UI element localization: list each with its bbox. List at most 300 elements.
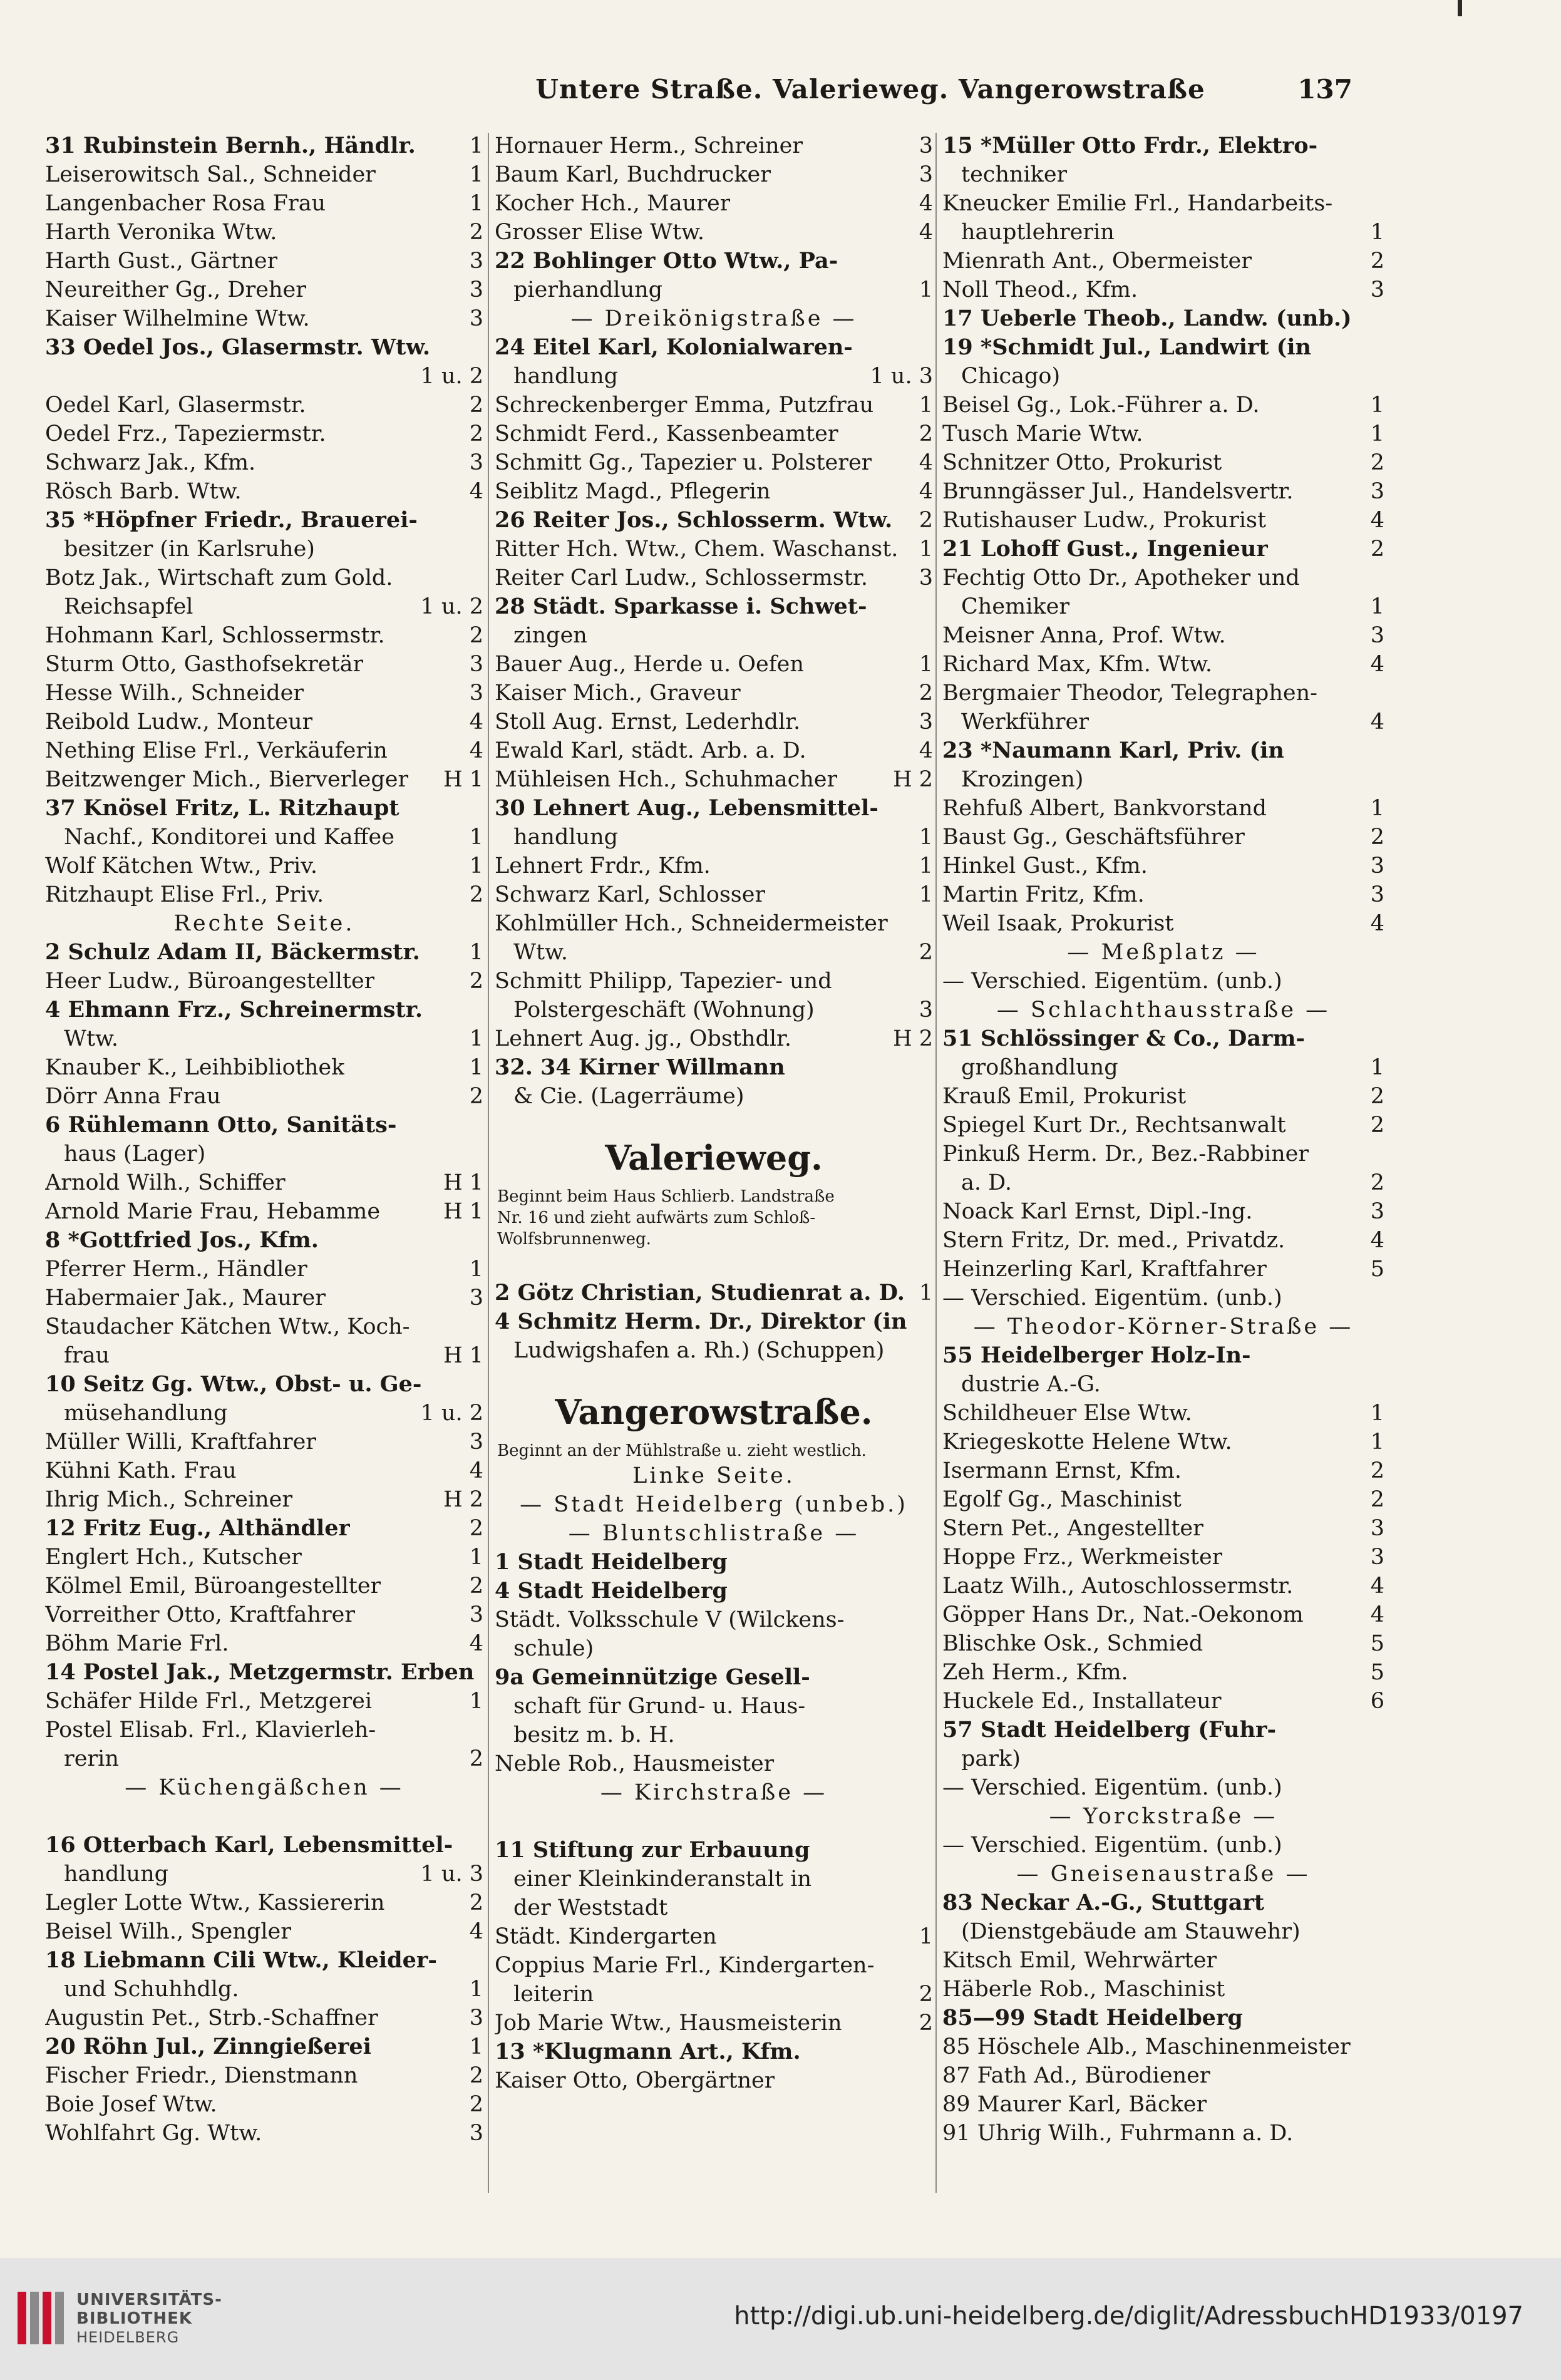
- entry-text: Heer Ludw., Büroangestellter: [45, 969, 375, 994]
- entry-floor: 4: [469, 1631, 483, 1656]
- entry-text: Hornauer Herm., Schreiner: [495, 133, 803, 158]
- directory-entry: [942, 909, 1384, 938]
- entry-text: 51 Schlössinger & Co., Darm-: [942, 1026, 1306, 1051]
- entry-floor: 2: [1370, 1084, 1384, 1109]
- directory-column-2: [495, 131, 933, 2192]
- directory-entry: [45, 2032, 483, 2061]
- entry-text: haus (Lager): [64, 1141, 206, 1167]
- entry-floor: 1 u. 3: [420, 1862, 483, 1887]
- directory-entry: [942, 477, 1384, 506]
- section-heading: — Schlachthausstraße —: [996, 997, 1331, 1023]
- directory-entry: [45, 1485, 483, 1514]
- entry-text: Neureither Gg., Dreher: [45, 277, 306, 302]
- directory-entry: [942, 1255, 1384, 1284]
- directory-entry: [495, 1663, 933, 1692]
- entry-text: 18 Liebmann Cili Wtw., Kleider-: [45, 1947, 437, 1973]
- directory-entry: [45, 967, 483, 996]
- directory-entry: [45, 333, 483, 362]
- entry-text: Zeh Herm., Kfm.: [942, 1660, 1128, 1685]
- entry-text: Rösch Barb. Wtw.: [45, 479, 242, 504]
- directory-entry: [45, 1687, 483, 1716]
- entry-text: Harth Gust., Gärtner: [45, 249, 278, 274]
- entry-text: 13 *Klugmann Art., Kfm.: [495, 2039, 801, 2064]
- entry-continuation: [942, 1917, 1384, 1946]
- directory-entry: [942, 2032, 1384, 2061]
- entry-continuation: [45, 1140, 483, 1168]
- entry-text: 85—99 Stadt Heidelberg: [942, 2005, 1243, 2031]
- directory-entry: [495, 880, 933, 909]
- directory-entry: [45, 794, 483, 823]
- entry-text: Städt. Kindergarten: [495, 1924, 717, 1949]
- entry-floor: 1: [1370, 1055, 1384, 1080]
- entry-text: 12 Fritz Eug., Althändler: [45, 1515, 350, 1541]
- entry-text: Schmidt Ferd., Kassenbeamter: [495, 421, 838, 446]
- entry-text: 14 Postel Jak., Metzgermstr. Erben: [45, 1659, 475, 1685]
- entry-floor: 5: [1370, 1257, 1384, 1282]
- entry-text: schule): [513, 1636, 594, 1661]
- directory-entry: [942, 1111, 1384, 1140]
- entry-text: Botz Jak., Wirtschaft zum Gold.: [45, 565, 393, 590]
- scan-edge-mark: [1458, 0, 1462, 16]
- entry-floor: 4: [1370, 1602, 1384, 1627]
- entry-text: Hinkel Gust., Kfm.: [942, 853, 1148, 878]
- entry-text: Meisner Anna, Prof. Wtw.: [942, 623, 1226, 648]
- directory-entry: [495, 1307, 933, 1336]
- entry-floor: 1: [919, 1280, 933, 1306]
- entry-floor: 1: [919, 882, 933, 907]
- entry-floor: 1 u. 2: [420, 364, 483, 389]
- entry-text: der Weststadt: [513, 1895, 668, 1920]
- entry-text: 11 Stiftung zur Erbauung: [495, 1837, 810, 1863]
- directory-entry: [45, 765, 483, 794]
- entry-text: Job Marie Wtw., Hausmeisterin: [495, 2011, 842, 2036]
- directory-entry: [45, 448, 483, 477]
- entry-text: Stern Pet., Angestellter: [942, 1516, 1203, 1541]
- entry-text: — Verschied. Eigentüm. (unb.): [942, 969, 1282, 994]
- directory-entry: [942, 1399, 1384, 1428]
- entry-text: Rehfuß Albert, Bankvorstand: [942, 796, 1267, 821]
- entry-text: schaft für Grund- u. Haus-: [513, 1694, 806, 1719]
- entry-text: 19 *Schmidt Jul., Landwirt (in: [942, 334, 1311, 360]
- entry-text: Knauber K., Leihbibliothek: [45, 1055, 345, 1080]
- entry-text: 28 Städt. Sparkasse i. Schwet-: [495, 594, 867, 619]
- directory-entry: [942, 2119, 1384, 2148]
- entry-floor: 2: [1370, 1487, 1384, 1512]
- directory-entry: [45, 304, 483, 333]
- entry-text: Pinkuß Herm. Dr., Bez.-Rabbiner: [942, 1141, 1309, 1167]
- entry-text: Ludwigshafen a. Rh.) (Schuppen): [513, 1338, 885, 1363]
- entry-text: 24 Eitel Karl, Kolonialwaren-: [495, 334, 853, 360]
- directory-entry: [942, 391, 1384, 420]
- directory-entry: [942, 1226, 1384, 1255]
- entry-continuation: [495, 996, 933, 1024]
- university-library-logo-icon: [14, 2287, 68, 2349]
- directory-entry: [45, 189, 483, 218]
- entry-text: Postel Elisab. Frl., Klavierleh-: [45, 1718, 376, 1743]
- directory-entry: [495, 477, 933, 506]
- entry-text: Schäfer Hilde Frl., Metzgerei: [45, 1689, 373, 1714]
- entry-floor: 2: [469, 2092, 483, 2117]
- entry-text: Beitzwenger Mich., Bierverleger: [45, 767, 409, 792]
- entry-floor: 2: [469, 421, 483, 446]
- directory-entry: [45, 621, 483, 650]
- entry-floor: 1: [469, 162, 483, 187]
- entry-text: zingen: [513, 623, 587, 648]
- directory-entry: [45, 938, 483, 967]
- entry-text: Schnitzer Otto, Prokurist: [942, 450, 1222, 475]
- section-heading: — Kirchstraße —: [600, 1780, 828, 1805]
- entry-text: 55 Heidelberger Holz-In-: [942, 1342, 1251, 1368]
- directory-entry: [45, 1514, 483, 1543]
- section-heading: — Stadt Heidelberg (unbeb.): [520, 1492, 908, 1517]
- entry-text: Lehnert Aug. jg., Obsthdlr.: [495, 1026, 792, 1051]
- directory-entry: [45, 996, 483, 1024]
- entry-text: 87 Fath Ad., Bürodiener: [942, 2063, 1210, 2088]
- entry-floor: 2: [1370, 450, 1384, 475]
- entry-text: rerin: [64, 1746, 119, 1771]
- directory-entry: [495, 247, 933, 276]
- entry-text: Grosser Elise Wtw.: [495, 220, 704, 245]
- directory-entry: [942, 1485, 1384, 1514]
- directory-entry: [942, 1716, 1384, 1744]
- directory-entry: [45, 477, 483, 506]
- directory-entry: [495, 1749, 933, 1778]
- entry-continuation: [45, 1975, 483, 2004]
- entry-floor: 4: [1370, 911, 1384, 936]
- entry-continuation: [495, 1336, 933, 1365]
- directory-entry: [495, 1605, 933, 1634]
- entry-text: dustrie A.-G.: [961, 1372, 1101, 1397]
- entry-text: großhandlung: [961, 1055, 1118, 1080]
- directory-entry: [45, 708, 483, 736]
- directory-entry: [942, 650, 1384, 679]
- directory-entry: [495, 535, 933, 564]
- section-heading: — Dreikönigstraße —: [570, 306, 857, 331]
- entry-text: Huckele Ed., Installateur: [942, 1689, 1222, 1714]
- entry-text: Chicago): [961, 364, 1061, 389]
- entry-floor: 2: [469, 1516, 483, 1541]
- directory-entry: [495, 708, 933, 736]
- entry-text: Häberle Rob., Maschinist: [942, 1977, 1225, 2002]
- entry-floor: 3: [1370, 623, 1384, 648]
- entry-floor: 1: [469, 940, 483, 965]
- entry-floor: 2: [1370, 825, 1384, 850]
- entry-floor: 2: [1370, 1170, 1384, 1195]
- digitization-footer: [0, 2258, 1561, 2380]
- directory-entry: [45, 736, 483, 765]
- directory-entry: [942, 736, 1384, 765]
- entry-text: park): [961, 1746, 1021, 1771]
- directory-entry: [45, 2119, 483, 2148]
- entry-text: Laatz Wilh., Autoschlossermstr.: [942, 1574, 1294, 1599]
- entry-text: Augustin Pet., Strb.-Schaffner: [45, 2006, 378, 2031]
- entry-text: Ewald Karl, städt. Arb. a. D.: [495, 738, 806, 763]
- spacer: [495, 1250, 933, 1279]
- entry-text: Tusch Marie Wtw.: [942, 421, 1143, 446]
- directory-entry: [942, 131, 1384, 160]
- entry-floor: 2: [919, 1982, 933, 2007]
- directory-entry: [942, 535, 1384, 564]
- entry-floor: 2: [1370, 249, 1384, 274]
- section-heading: — Küchengäßchen —: [125, 1775, 404, 1800]
- entry-floor: 3: [1370, 277, 1384, 302]
- directory-entry: [942, 448, 1384, 477]
- entry-floor: 1: [919, 1924, 933, 1949]
- entry-floor: 3: [469, 306, 483, 331]
- entry-continuation: [45, 1024, 483, 1053]
- directory-entry: [495, 794, 933, 823]
- entry-text: Bauer Aug., Herde u. Oefen: [495, 652, 804, 677]
- entry-floor: 3: [1370, 882, 1384, 907]
- directory-entry: [942, 1082, 1384, 1111]
- entry-text: Legler Lotte Wtw., Kassiererin: [45, 1890, 385, 1915]
- directory-entry: [45, 679, 483, 708]
- directory-entry: [45, 852, 483, 880]
- section-heading: — Yorckstraße —: [1049, 1804, 1278, 1829]
- directory-entry: [45, 880, 483, 909]
- entry-floor: 4: [919, 738, 933, 763]
- directory-entry: [495, 1279, 933, 1307]
- entry-text: Langenbacher Rosa Frau: [45, 191, 326, 216]
- directory-entry: [942, 1543, 1384, 1572]
- entry-floor: 2: [469, 1746, 483, 1771]
- directory-entry: [45, 1197, 483, 1226]
- entry-text: 21 Lohoff Gust., Ingenieur: [942, 536, 1268, 562]
- entry-floor: 4: [1370, 1228, 1384, 1253]
- street-heading: Valerieweg.: [605, 1138, 823, 1178]
- entry-text: 2 Schulz Adam II, Bäckermstr.: [45, 939, 420, 965]
- directory-entry: [45, 2004, 483, 2032]
- directory-entry: [45, 1888, 483, 1917]
- directory-entry: [942, 621, 1384, 650]
- column-rule: [935, 133, 937, 2193]
- directory-entry: [942, 304, 1384, 333]
- entry-continuation: [942, 1053, 1384, 1082]
- entry-continuation: [495, 938, 933, 967]
- entry-continuation: [942, 1744, 1384, 1773]
- entry-continuation: [495, 621, 933, 650]
- directory-entry: [942, 420, 1384, 448]
- directory-entry: [495, 506, 933, 535]
- directory-entry: [942, 1024, 1384, 1053]
- entry-text: 4 Stadt Heidelberg: [495, 1578, 728, 1604]
- entry-floor: 1: [919, 277, 933, 302]
- entry-text: Schwarz Karl, Schlosser: [495, 882, 766, 907]
- directory-entry: [942, 1140, 1384, 1168]
- entry-floor: 2: [469, 882, 483, 907]
- directory-entry: [495, 2037, 933, 2066]
- entry-floor: 1: [919, 537, 933, 562]
- directory-entry: [495, 1577, 933, 1605]
- entry-text: Müller Willi, Kraftfahrer: [45, 1430, 317, 1455]
- entry-text: besitz m. b. H.: [513, 1723, 675, 1748]
- entry-text: Martin Fritz, Kfm.: [942, 882, 1145, 907]
- entry-floor: 1: [469, 133, 483, 158]
- entry-floor: 5: [1370, 1660, 1384, 1685]
- directory-entry: [495, 1024, 933, 1053]
- entry-continuation: [495, 1980, 933, 2009]
- directory-entry: [942, 2004, 1384, 2032]
- directory-entry: [45, 1428, 483, 1456]
- entry-text: Fischer Friedr., Dienstmann: [45, 2063, 358, 2088]
- entry-continuation: [45, 1860, 483, 1888]
- directory-entry: [942, 2090, 1384, 2119]
- entry-text: Hohmann Karl, Schlossermstr.: [45, 623, 385, 648]
- entry-text: 1 Stadt Heidelberg: [495, 1549, 728, 1575]
- entry-floor: 1: [469, 1026, 483, 1051]
- directory-entry: [942, 823, 1384, 852]
- entry-continuation: [495, 1893, 933, 1922]
- entry-text: Nachf., Konditorei und Kaffee: [64, 825, 394, 850]
- entry-text: müsehandlung: [64, 1401, 228, 1426]
- entry-text: 35 *Höpfner Friedr., Brauerei-: [45, 507, 418, 533]
- entry-text: Coppius Marie Frl., Kindergarten-: [495, 1953, 875, 1978]
- entry-continuation: [942, 708, 1384, 736]
- entry-text: hauptlehrerin: [961, 220, 1115, 245]
- entry-floor: 1: [1370, 421, 1384, 446]
- entry-floor: 4: [1370, 652, 1384, 677]
- entry-text: & Cie. (Lagerräume): [513, 1084, 744, 1109]
- entry-floor: 2: [919, 940, 933, 965]
- entry-floor: 1: [1370, 796, 1384, 821]
- directory-entry: [942, 506, 1384, 535]
- entry-text: Schmitt Philipp, Tapezier- und: [495, 969, 832, 994]
- entry-text: Krozingen): [961, 767, 1084, 792]
- entry-text: Leiserowitsch Sal., Schneider: [45, 162, 376, 187]
- entry-continuation: [45, 592, 483, 621]
- entry-text: pierhandlung: [513, 277, 663, 302]
- entry-floor: 4: [469, 479, 483, 504]
- entry-continuation: [45, 1744, 483, 1773]
- entry-continuation: [942, 765, 1384, 794]
- directory-entry: [942, 276, 1384, 304]
- entry-text: Schildheuer Else Wtw.: [942, 1401, 1192, 1426]
- directory-entry: [45, 1053, 483, 1082]
- entry-floor: 1: [469, 1689, 483, 1714]
- directory-entry: [495, 967, 933, 996]
- entry-continuation: [942, 362, 1384, 391]
- entry-floor: 3: [469, 1285, 483, 1311]
- directory-entry: [45, 1226, 483, 1255]
- directory-entry: [495, 1548, 933, 1577]
- entry-continuation: [942, 218, 1384, 247]
- entry-floor: 1: [469, 1977, 483, 2002]
- entry-text: Stoll Aug. Ernst, Lederhdlr.: [495, 709, 801, 734]
- entry-text: Kaiser Wilhelmine Wtw.: [45, 306, 310, 331]
- entry-floor: 1 u. 3: [870, 364, 933, 389]
- directory-column-3: [942, 131, 1384, 2192]
- entry-continuation: [495, 1634, 933, 1663]
- directory-column-1: [45, 131, 483, 2192]
- entry-floor: 3: [469, 681, 483, 706]
- directory-entry: [45, 1370, 483, 1399]
- entry-floor: H 1: [443, 1343, 483, 1368]
- entry-text: Egolf Gg., Maschinist: [942, 1487, 1182, 1512]
- entry-floor: 4: [469, 1919, 483, 1944]
- entry-floor: 1: [1370, 1430, 1384, 1455]
- entry-floor: 1: [469, 1545, 483, 1570]
- entry-text: Brunngässer Jul., Handelsvertr.: [942, 479, 1294, 504]
- entry-text: Werkführer: [961, 709, 1089, 734]
- entry-text: Arnold Wilh., Schiffer: [45, 1170, 286, 1195]
- entry-text: Kaiser Otto, Obergärtner: [495, 2068, 775, 2093]
- entry-text: 15 *Müller Otto Frdr., Elektro-: [942, 133, 1318, 158]
- entry-floor: 3: [469, 652, 483, 677]
- directory-entry: [942, 1888, 1384, 1917]
- entry-text: Beisel Wilh., Spengler: [45, 1919, 291, 1944]
- entry-floor: 2: [469, 1574, 483, 1599]
- entry-text: Habermaier Jak., Maurer: [45, 1285, 326, 1311]
- directory-entry: [495, 2066, 933, 2095]
- directory-entry: [495, 131, 933, 160]
- entry-text: 20 Röhn Jul., Zinngießerei: [45, 2034, 371, 2059]
- entry-text: Sturm Otto, Gasthofsekretär: [45, 652, 364, 677]
- section-heading: — Bluntschlistraße —: [568, 1521, 860, 1546]
- entry-text: — Verschied. Eigentüm. (unb.): [942, 1285, 1282, 1311]
- entry-text: einer Kleinkinderanstalt in: [513, 1867, 812, 1892]
- entry-floor: 3: [1370, 479, 1384, 504]
- entry-text: Reiter Carl Ludw., Schlossermstr.: [495, 565, 868, 590]
- entry-floor: 2: [919, 681, 933, 706]
- directory-entry: [45, 420, 483, 448]
- entry-floor: H 1: [443, 1199, 483, 1224]
- entry-text: 33 Oedel Jos., Glasermstr. Wtw.: [45, 334, 431, 360]
- directory-entry: [45, 1946, 483, 1975]
- entry-floor: 3: [1370, 1516, 1384, 1541]
- column-rule: [488, 133, 489, 2193]
- directory-entry: [942, 1514, 1384, 1543]
- directory-entry: [495, 448, 933, 477]
- entry-text: a. D.: [961, 1170, 1012, 1195]
- street-heading: Vangerowstraße.: [555, 1392, 873, 1432]
- directory-entry: [942, 1687, 1384, 1716]
- entry-text: besitzer (in Karlsruhe): [64, 537, 315, 562]
- entry-text: Kühni Kath. Frau: [45, 1458, 237, 1483]
- directory-entry: [495, 391, 933, 420]
- directory-entry: [942, 1341, 1384, 1370]
- entry-text: 89 Maurer Karl, Bäcker: [942, 2092, 1207, 2117]
- entry-text: Lehnert Frdr., Kfm.: [495, 853, 711, 878]
- source-url-link[interactable]: http://digi.ub.uni-heidelberg.de/diglit/AdressbuchHD1933/0197: [734, 2302, 1523, 2331]
- entry-text: 8 *Gottfried Jos., Kfm.: [45, 1227, 319, 1253]
- entry-floor: 1: [919, 853, 933, 878]
- directory-entry: [45, 1312, 483, 1341]
- entry-floor: 3: [919, 162, 933, 187]
- entry-text: Schreckenberger Emma, Putzfrau: [495, 393, 874, 418]
- directory-entry: [942, 1975, 1384, 2004]
- entry-floor: 1: [469, 853, 483, 878]
- entry-floor: 1: [1370, 393, 1384, 418]
- entry-continuation: [495, 1865, 933, 1893]
- entry-continuation: [495, 1082, 933, 1111]
- directory-entry: [45, 276, 483, 304]
- entry-floor: 2: [1370, 537, 1384, 562]
- directory-entry: [45, 1917, 483, 1946]
- library-name-line: UNIVERSITÄTS-: [76, 2290, 222, 2309]
- entry-text: 9a Gemeinnützige Gesell-: [495, 1664, 810, 1690]
- directory-entry: [495, 160, 933, 189]
- entry-floor: 2: [469, 969, 483, 994]
- entry-floor: 2: [469, 1084, 483, 1109]
- entry-floor: 2: [919, 421, 933, 446]
- entry-text: Boie Josef Wtw.: [45, 2092, 217, 2117]
- entry-text: — Verschied. Eigentüm. (unb.): [942, 1833, 1282, 1858]
- entry-floor: 6: [1370, 1689, 1384, 1714]
- entry-text: 85 Höschele Alb., Maschinenmeister: [942, 2034, 1351, 2059]
- entry-text: 6 Rühlemann Otto, Sanitäts-: [45, 1112, 397, 1138]
- entry-text: frau: [64, 1343, 110, 1368]
- entry-floor: 2: [919, 2011, 933, 2036]
